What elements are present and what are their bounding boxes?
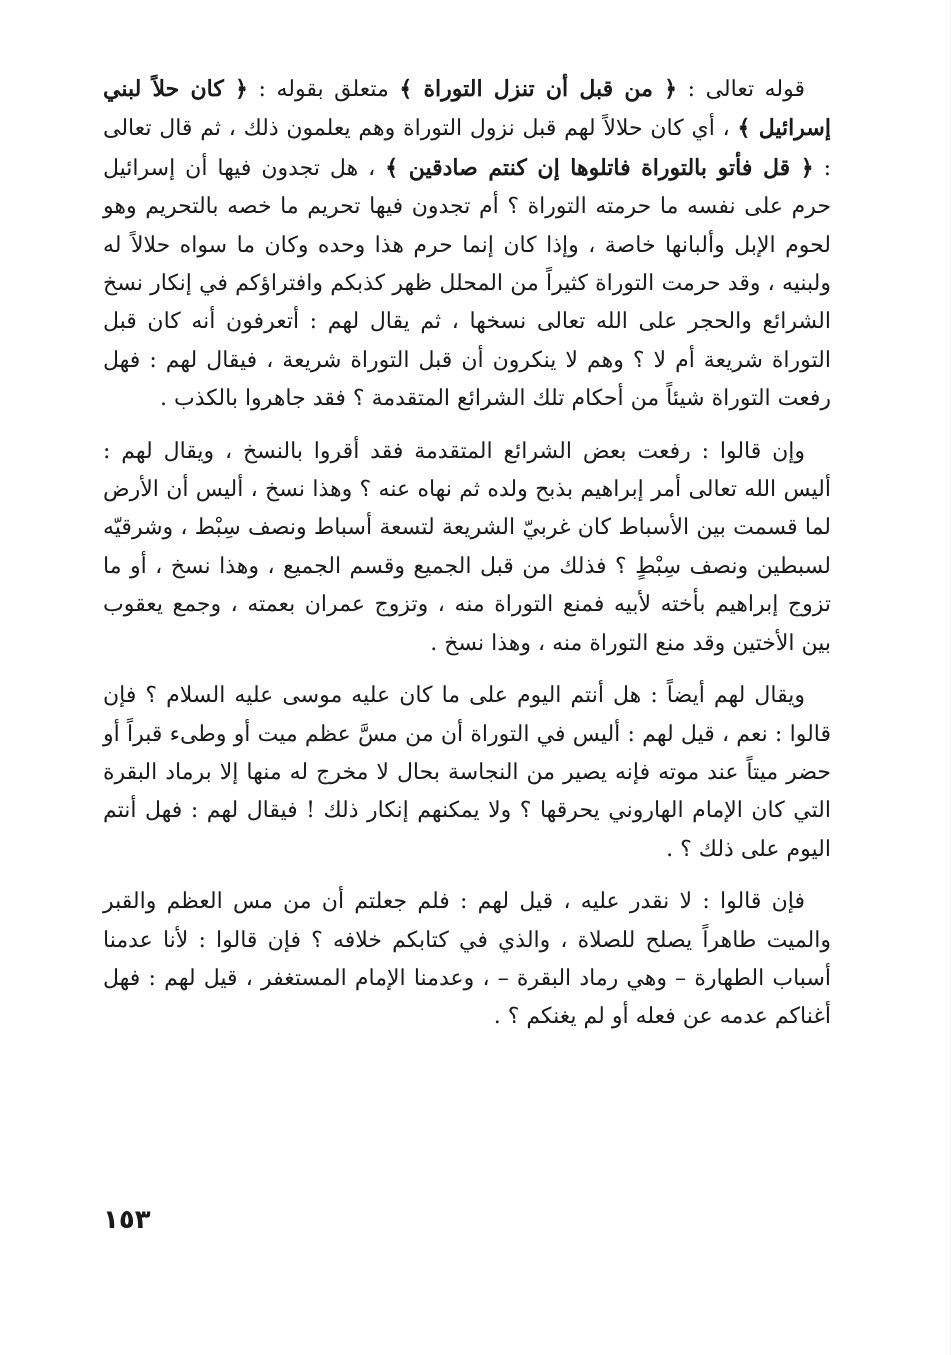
text-segment: ، هل تجدون فيها أن إسرائيل حرم على نفسه ما حرمته التوراة ؟ أم تجدون فيها تحريم ما خصه بالتحريم وهو لحوم الإبل وألبانها خاصة ، وإذا كان إنما حرم هذا وحده وكان ما سواه حلالاً له ولبنيه ، وقد حرمت التوراة كثيراً من المحلل ظهر كذبكم وافتراؤكم في إنكار نسخ الشرائع والحجر على الله تعالى نسخها ، ثم يقال لهم : أتعرفون أنه كان قبل التوراة شريعة أم لا ؟ وهم لا ينكرون أن قبل التوراة شريعة ، فيقال لهم : فهل رفعت التوراة شيئاً من أحكام تلك الشرائع المتقدمة ؟ فقد جاهروا بالكذب .: [103, 155, 831, 412]
text-segment: قوله تعالى :: [677, 77, 805, 102]
quran-verse: ﴿ كان حلاً لبني إسرائيل ﴾: [103, 76, 831, 142]
text-segment: فإن قالوا : لا نقدر عليه ، قيل لهم : فلم جعلتم أن من مس العظم والقبر والميت طاهراً يصلح للصلاة ، والذي في كتابكم خلافه ؟ فإن قالوا : لأنا عدمنا أسباب الطهارة – وهي رماد البقرة – ، وعدمنا الإمام المستغفر ، قيل لهم : فهل أغناكم عدمه عن فعله أو لم يغنكم ؟ .: [103, 889, 831, 1030]
paragraph-3: [103, 677, 831, 869]
text-segment: ويقال لهم أيضاً : هل أنتم اليوم على ما كان عليه موسى عليه السلام ؟ فإن قالوا : نعم ، قيل لهم : أليس في التوراة أن من مسَّ عظم ميت أو وطىء قبراً أو حضر ميتاً عند موته فإنه يصير من النجاسة بحال لا مخرج له منها إلا برماد البقرة التي كان الإمام الهاروني يحرقها ؟ ولا يمكنهم إنكار ذلك ! فيقال لهم : فهل أنتم اليوم على ذلك ؟ .: [103, 683, 831, 862]
quran-verse: ﴿ من قبل أن تنزل التوراة ﴾: [399, 76, 678, 102]
quran-verse: ﴿ قل فأتو بالتوراة فاتلوها إن كنتم صادقين ﴾: [385, 154, 814, 181]
text-segment: وإن قالوا : رفعت بعض الشرائع المتقدمة فقد أقروا بالنسخ ، ويقال لهم : أليس الله تعالى أمر إبراهيم بذبح ولده ثم نهاه عنه ؟ وهذا نسخ ، أليس أن الأرض لما قسمت بين الأسباط كان غربيّ الشريعة لتسعة أسباط ونصف سِبْط ، وشرقيّه لسبطين ونصف سِبْطٍ ؟ فذلك من قبل الجميع وقسم الجميع ، وهذا نسخ ، أو ما تزوج إبراهيم بأخته لأبيه فمنع التوراة منه ، وتزوج عمران بعمته ، وجمع يعقوب بين الأختين وقد منع التوراة منه ، وهذا نسخ .: [103, 438, 831, 656]
paragraph-1: [103, 70, 831, 419]
text-segment: متعلق بقوله :: [247, 77, 400, 102]
body-text: [103, 70, 831, 1051]
page-number: ١٥٣: [103, 1205, 151, 1235]
paragraph-4: [103, 883, 831, 1037]
paragraph-2: [103, 433, 831, 663]
text-segment: ، أي كان حلالاً لهم قبل نزول التوراة وهم يعلمون ذلك ، ثم قال تعالى :: [103, 116, 832, 181]
